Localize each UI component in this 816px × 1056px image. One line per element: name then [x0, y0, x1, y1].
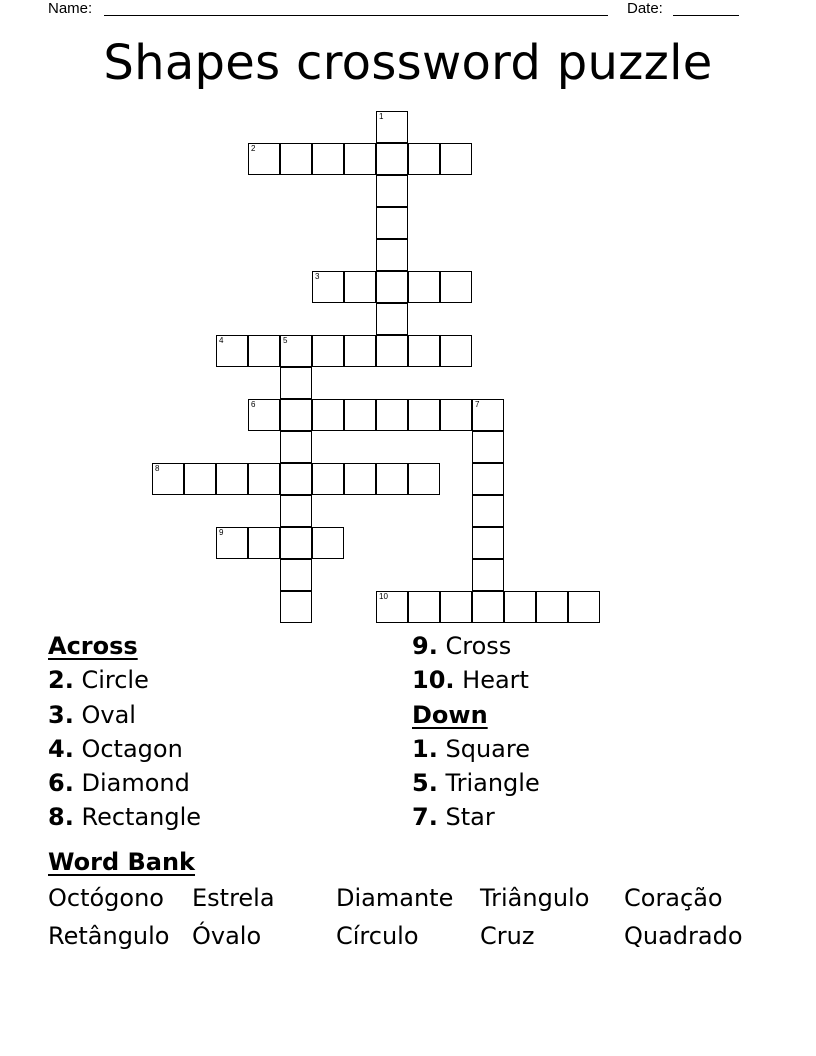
across-heading: Across	[48, 632, 138, 660]
crossword-cell[interactable]	[216, 335, 248, 367]
cell-clue-number: 8	[155, 464, 160, 473]
clue-column-left	[48, 629, 201, 835]
crossword-cell[interactable]	[280, 495, 312, 527]
crossword-cell[interactable]	[280, 431, 312, 463]
clue-text: Cross	[445, 632, 512, 660]
clue-text: Diamond	[81, 769, 190, 798]
cell-clue-number: 5	[283, 336, 288, 345]
crossword-cell[interactable]	[376, 175, 408, 207]
crossword-cell[interactable]	[280, 367, 312, 399]
crossword-cell[interactable]	[248, 399, 280, 431]
crossword-cell[interactable]	[408, 591, 440, 623]
word-bank-item: Cruz	[480, 922, 535, 950]
crossword-cell[interactable]	[376, 463, 408, 495]
across-clue	[48, 766, 201, 800]
across-clue	[412, 663, 540, 697]
crossword-cell[interactable]	[344, 143, 376, 175]
crossword-cell[interactable]	[376, 335, 408, 367]
word-bank-item: Diamante	[336, 884, 454, 912]
crossword-cell[interactable]	[312, 271, 344, 303]
cell-clue-number: 3	[315, 272, 320, 281]
crossword-cell[interactable]	[440, 143, 472, 175]
crossword-cell[interactable]	[248, 335, 280, 367]
word-bank-title: Word Bank	[48, 848, 196, 876]
crossword-cell[interactable]	[312, 335, 344, 367]
cell-clue-number: 7	[475, 400, 480, 409]
word-bank-item: Triângulo	[480, 884, 590, 912]
crossword-cell[interactable]	[408, 143, 440, 175]
crossword-cell[interactable]	[408, 463, 440, 495]
crossword-cell[interactable]	[312, 399, 344, 431]
crossword-cell[interactable]	[472, 591, 504, 623]
crossword-cell[interactable]	[184, 463, 216, 495]
clue-text: Star	[445, 803, 495, 832]
crossword-cell[interactable]	[216, 527, 248, 559]
clue-text: Rectangle	[81, 803, 202, 832]
crossword-cell[interactable]	[344, 335, 376, 367]
crossword-cell[interactable]	[472, 559, 504, 591]
crossword-cell[interactable]	[376, 111, 408, 143]
across-clue	[48, 698, 201, 732]
crossword-cell[interactable]	[216, 463, 248, 495]
crossword-cell[interactable]	[280, 591, 312, 623]
word-bank-item: Coração	[624, 884, 723, 912]
crossword-cell[interactable]	[536, 591, 568, 623]
crossword-cell[interactable]	[248, 527, 280, 559]
clue-number: 8.	[48, 803, 74, 832]
clue-number: 1.	[412, 734, 438, 763]
clue-number: 4.	[48, 734, 74, 763]
crossword-cell[interactable]	[248, 463, 280, 495]
crossword-cell[interactable]	[376, 399, 408, 431]
word-bank-item: Quadrado	[624, 922, 743, 950]
across-clue	[48, 663, 201, 697]
clue-text: Square	[445, 734, 530, 763]
crossword-cell[interactable]	[312, 143, 344, 175]
crossword-cell[interactable]	[376, 207, 408, 239]
cell-clue-number: 4	[219, 336, 224, 345]
crossword-cell[interactable]	[248, 143, 280, 175]
crossword-cell[interactable]	[568, 591, 600, 623]
crossword-cell[interactable]	[504, 591, 536, 623]
down-clue	[412, 766, 540, 800]
name-label: Name:	[48, 0, 93, 17]
clue-number: 5.	[412, 769, 438, 798]
word-bank-item: Estrela	[192, 884, 275, 912]
clue-text: Triangle	[445, 769, 540, 798]
crossword-cell[interactable]	[440, 335, 472, 367]
crossword-cell[interactable]	[376, 591, 408, 623]
date-label: Date:	[627, 0, 663, 17]
crossword-cell[interactable]	[408, 399, 440, 431]
crossword-cell[interactable]	[408, 271, 440, 303]
page-title: Shapes crossword puzzle	[103, 35, 713, 91]
clue-number: 7.	[412, 803, 438, 832]
clue-number: 9.	[412, 632, 438, 660]
crossword-cell[interactable]	[312, 527, 344, 559]
crossword-cell[interactable]	[152, 463, 184, 495]
crossword-cell[interactable]	[280, 335, 312, 367]
crossword-cell[interactable]	[344, 399, 376, 431]
clue-number: 10.	[412, 666, 455, 695]
crossword-cell[interactable]	[376, 303, 408, 335]
clue-number: 2.	[48, 666, 74, 695]
across-clue	[48, 800, 201, 834]
cell-clue-number: 1	[379, 112, 384, 121]
down-heading: Down	[412, 700, 488, 729]
crossword-cell[interactable]	[280, 527, 312, 559]
crossword-cell[interactable]	[344, 463, 376, 495]
crossword-cell[interactable]	[440, 591, 472, 623]
crossword-cell[interactable]	[472, 463, 504, 495]
cell-clue-number: 6	[251, 400, 256, 409]
clue-text: Octagon	[81, 734, 183, 763]
crossword-cell[interactable]	[440, 271, 472, 303]
clue-column-right	[412, 629, 540, 835]
crossword-cell[interactable]	[280, 399, 312, 431]
crossword-cell[interactable]	[312, 463, 344, 495]
clue-text: Circle	[81, 666, 149, 695]
crossword-cell[interactable]	[472, 527, 504, 559]
word-bank-item: Óvalo	[192, 922, 262, 950]
crossword-cell[interactable]	[472, 399, 504, 431]
crossword-cell[interactable]	[376, 239, 408, 271]
crossword-cell[interactable]	[376, 271, 408, 303]
crossword-cell[interactable]	[472, 495, 504, 527]
word-bank-item: Círculo	[336, 922, 419, 950]
crossword-cell[interactable]	[280, 143, 312, 175]
crossword-cell[interactable]	[344, 271, 376, 303]
cell-clue-number: 9	[219, 528, 224, 537]
across-clue	[48, 732, 201, 766]
crossword-cell[interactable]	[280, 559, 312, 591]
word-bank-item: Retângulo	[48, 922, 170, 950]
clue-number: 6.	[48, 769, 74, 798]
crossword-cell[interactable]	[472, 431, 504, 463]
crossword-cell[interactable]	[440, 399, 472, 431]
down-clue	[412, 800, 540, 834]
cell-clue-number: 10	[379, 592, 388, 601]
crossword-cell[interactable]	[280, 463, 312, 495]
word-bank-item: Octógono	[48, 884, 164, 912]
cell-clue-number: 2	[251, 144, 256, 153]
down-clue	[412, 732, 540, 766]
crossword-cell[interactable]	[376, 143, 408, 175]
clue-number: 3.	[48, 700, 74, 729]
clue-text: Oval	[81, 700, 136, 729]
crossword-cell[interactable]	[408, 335, 440, 367]
clue-text: Heart	[462, 666, 529, 695]
across-clue	[412, 629, 540, 663]
